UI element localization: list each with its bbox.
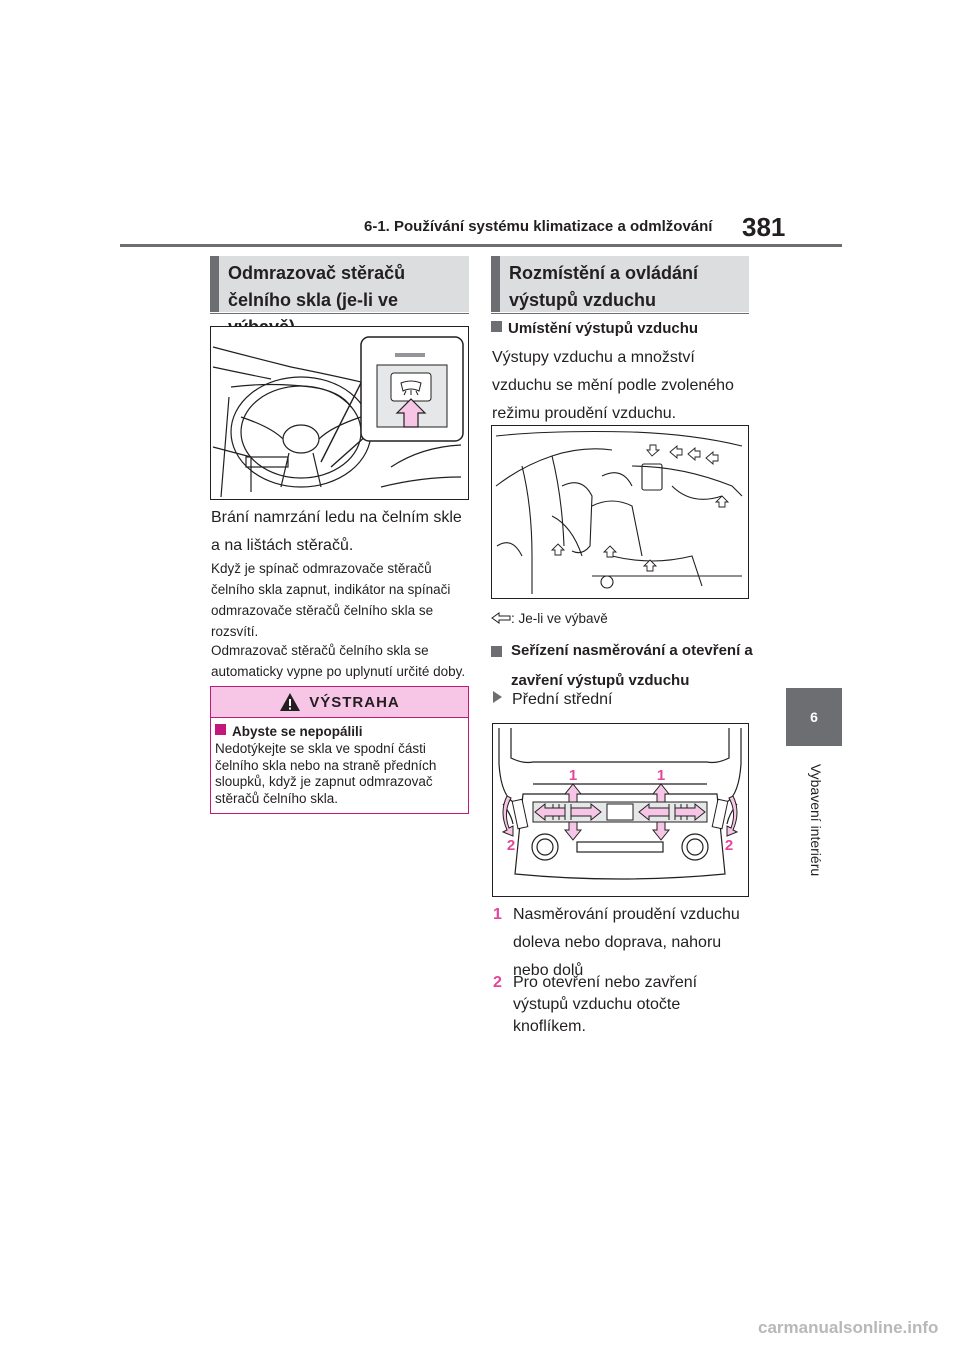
page-number: 381	[742, 212, 786, 242]
legend-text: : Je-li ve výbavě	[511, 611, 608, 626]
chapter-label: Vybavení interiéru	[808, 763, 824, 877]
warning-bullet-icon	[215, 724, 226, 735]
callout-2-right: 2	[724, 837, 734, 854]
defroster-description: Brání namrzání ledu na čelním skle a na lištách stěračů.	[211, 509, 462, 554]
defroster-figure	[210, 326, 469, 500]
callout-1-left: 1	[568, 767, 578, 784]
section-rule-right	[491, 313, 749, 314]
vent-locations-text: Výstupy vzduchu a množství vzduchu se mění podle zvoleného režimu proudění vzduchu.	[492, 349, 734, 422]
vents-illustration	[493, 724, 747, 895]
defroster-illustration	[211, 327, 467, 498]
vent-layout-figure	[491, 425, 749, 599]
callout-1-right: 1	[656, 767, 666, 784]
item-number: 2	[493, 974, 502, 991]
callout-2-left: 2	[506, 837, 516, 854]
bullet-front-center: Přední střední	[493, 686, 743, 714]
defroster-auto-off-text: Odmrazovač stěračů čelního skla se automaticky vypne po uplynutí určité doby.	[211, 643, 466, 679]
item-text: Pro otevření nebo zavření výstupů vzduchu otočte knoflíkem.	[513, 974, 698, 1035]
watermark: carmanualsonline.info	[758, 1318, 939, 1337]
subheading-vent-adjust: Seřízení nasměrování a otevření a zavření výstupů vzduchu	[491, 636, 755, 696]
warning-subtitle: Abyste se nepopálili	[232, 724, 363, 739]
warning-triangle-icon	[279, 692, 301, 712]
chapter-tab	[786, 688, 842, 746]
warning-title: VÝSTRAHA	[309, 693, 400, 711]
front-center-vents-figure	[492, 723, 749, 897]
square-bullet-icon	[491, 646, 502, 657]
warning-subtitle-row	[215, 722, 464, 741]
numbered-item-2	[493, 972, 751, 1038]
section-heading-vents: Rozmístění a ovládání výstupů vzduchu	[491, 256, 749, 312]
item-text: Nasměrování proudění vzduchu doleva nebo doprava, nahoru nebo dolů	[513, 906, 740, 979]
section-rule	[210, 313, 469, 314]
section-heading-defroster: Odmrazovač stěračů čelního skla (je-li ve	[210, 256, 469, 312]
defroster-indicator-text: Když je spínač odmrazovače stěračů čelního skla zapnut, indikátor na spínači odmrazovače stěračů čelního skla se rozsvítí.	[211, 561, 451, 639]
warning-header	[211, 687, 468, 718]
square-bullet-icon	[491, 321, 502, 332]
chapter-number: 6	[810, 709, 818, 725]
warning-text: Nedotýkejte se skla ve spodní části čelního skla nebo na straně předních sloupků, když je zapnut odmrazovač stěračů čelního skla.	[215, 741, 437, 806]
triangle-bullet-icon	[493, 691, 502, 703]
subheading-vent-locations: Umístění výstupů vzduchu	[491, 318, 753, 340]
cabin-illustration	[492, 426, 747, 597]
header-rule	[120, 244, 842, 247]
optional-vent-arrow-icon	[491, 612, 511, 624]
item-number: 1	[493, 906, 502, 923]
warning-box	[210, 686, 469, 814]
chapter-header: 6-1. Používání systému klimatizace a odmlžování	[364, 218, 713, 235]
legend-row	[491, 610, 753, 628]
